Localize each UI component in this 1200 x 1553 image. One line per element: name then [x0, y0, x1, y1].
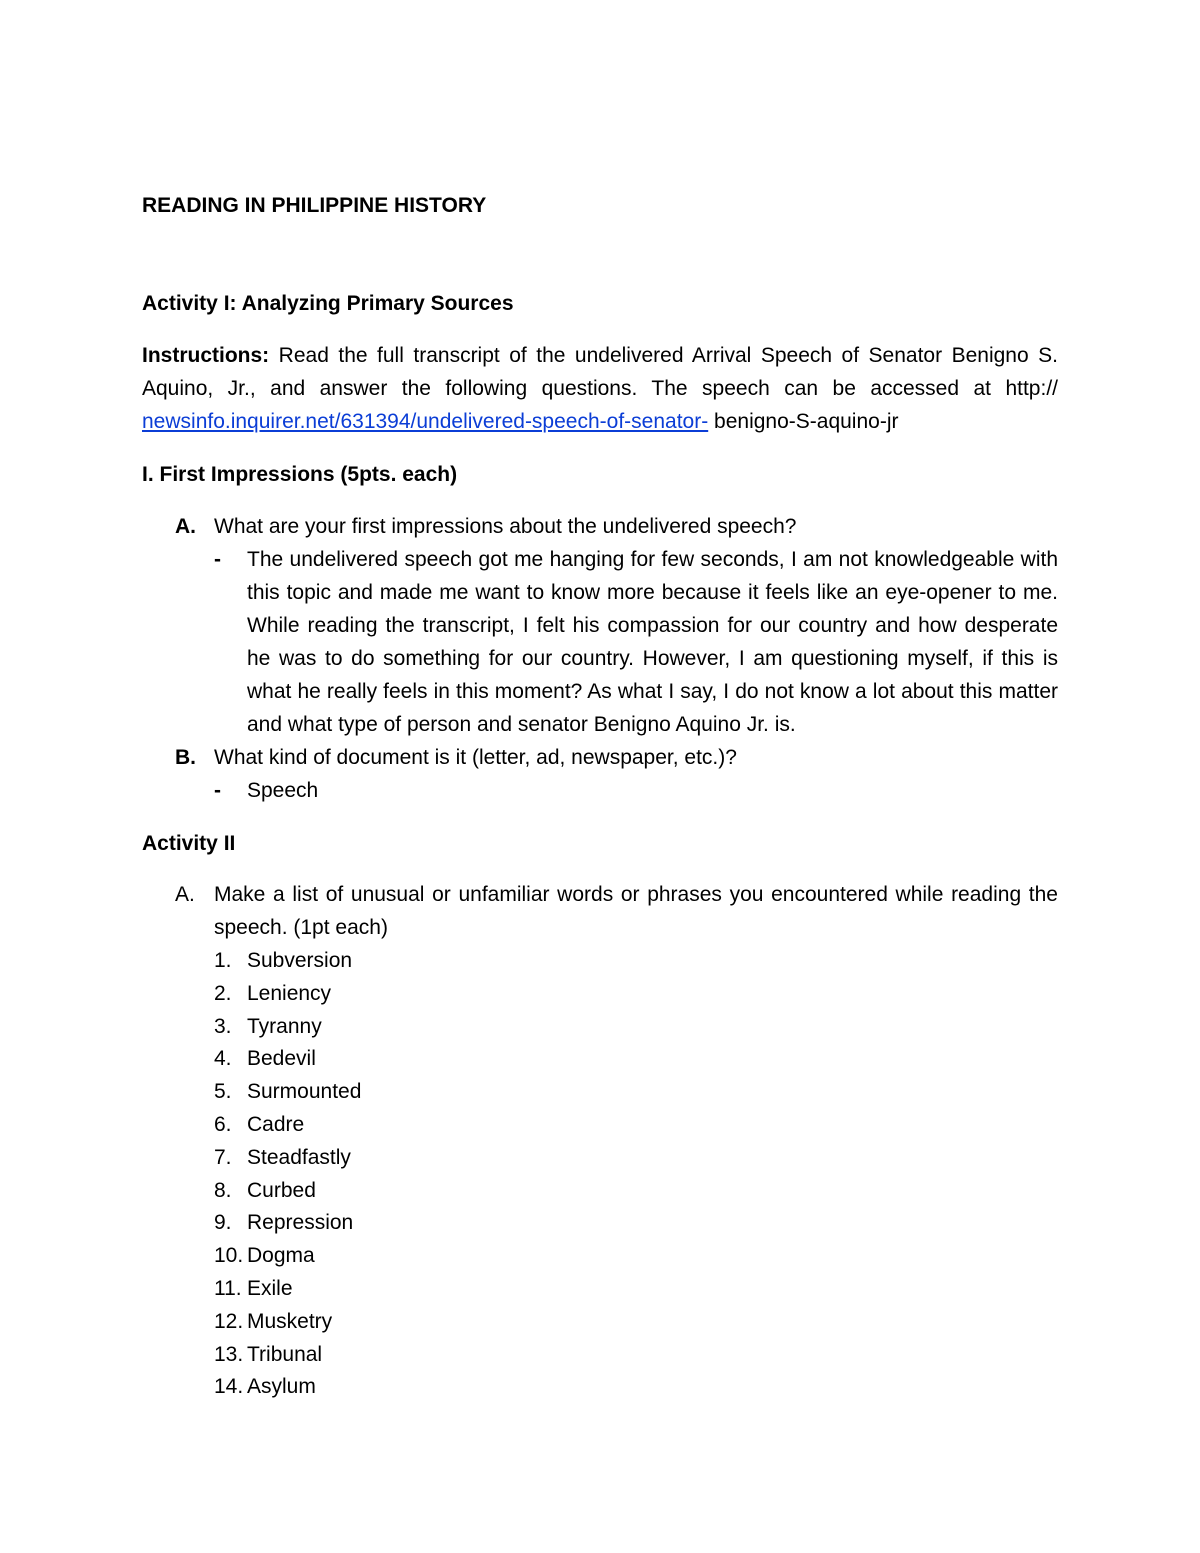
document-title: READING IN PHILIPPINE HISTORY	[142, 194, 487, 217]
word-number: 6.	[214, 1113, 232, 1136]
speech-link[interactable]: newsinfo.inquirer.net/631394/undelivered-speech-of-senator-	[142, 410, 709, 433]
word-entry: Subversion	[247, 949, 353, 972]
word-entry: Musketry	[247, 1310, 333, 1333]
activity2-item-line2: speech. (1pt each)	[214, 916, 388, 939]
word-entry: Cadre	[247, 1113, 305, 1136]
word-number: 7.	[214, 1146, 232, 1169]
section1-heading: I. First Impressions (5pts. each)	[142, 463, 458, 486]
word-entry: Tyranny	[247, 1015, 322, 1038]
word-number: 8.	[214, 1179, 232, 1202]
word-number: 1.	[214, 949, 232, 972]
word-number: 10.	[214, 1244, 244, 1267]
instructions-label: Instructions:	[142, 344, 270, 367]
answer-b-bullet: -	[214, 779, 221, 802]
question-a-marker: A.	[175, 515, 196, 538]
word-entry: Asylum	[247, 1375, 316, 1398]
activity2-item-marker: A.	[175, 883, 195, 906]
word-number: 12.	[214, 1310, 244, 1333]
question-b-text: What kind of document is it (letter, ad, newspaper, etc.)?	[214, 746, 737, 769]
word-number: 2.	[214, 982, 232, 1005]
word-number: 11.	[214, 1277, 242, 1300]
word-number: 9.	[214, 1211, 232, 1234]
activity1-heading: Activity I: Analyzing Primary Sources	[142, 292, 514, 315]
speech-link-tail: benigno-S-aquino-jr	[708, 410, 899, 433]
answer-b-text: Speech	[247, 779, 319, 802]
word-number: 3.	[214, 1015, 232, 1038]
word-number: 5.	[214, 1080, 232, 1103]
word-entry: Repression	[247, 1211, 354, 1234]
word-entry: Steadfastly	[247, 1146, 351, 1169]
word-entry: Exile	[247, 1277, 293, 1300]
instructions-paragraph	[142, 339, 1058, 438]
word-number: 4.	[214, 1047, 232, 1070]
word-number: 13.	[214, 1343, 244, 1366]
answer-a-bullet: -	[214, 548, 221, 571]
word-number: 14.	[214, 1375, 244, 1398]
word-entry: Curbed	[247, 1179, 316, 1202]
instructions-text: Read the full transcript of the undelivered Arrival Speech of Senator Benigno S. Aquino, Jr., and answer the following questions. The speech can be accessed at http://	[142, 344, 1058, 400]
word-entry: Tribunal	[247, 1343, 323, 1366]
word-entry: Dogma	[247, 1244, 315, 1267]
answer-a-text: The undelivered speech got me hanging for few seconds, I am not knowledgeable with this topic and made me want to know more because it feels like an eye-opener to me. While reading the transcript, I felt his compassion for our country and how desperate he was to do something for our country. However, I am questioning myself, if this is what he really feels in this moment? As what I say, I do not know a lot about this matter and what type of person and senator Benigno Aquino Jr. is.	[247, 548, 1058, 736]
question-a-text: What are your first impressions about the undelivered speech?	[214, 515, 797, 538]
word-entry: Leniency	[247, 982, 332, 1005]
activity2-heading: Activity II	[142, 832, 236, 855]
question-b-marker: B.	[175, 746, 196, 769]
word-entry: Surmounted	[247, 1080, 362, 1103]
activity2-item-line1: Make a list of unusual or unfamiliar words or phrases you encountered while reading the	[214, 883, 1058, 906]
word-entry: Bedevil	[247, 1047, 316, 1070]
